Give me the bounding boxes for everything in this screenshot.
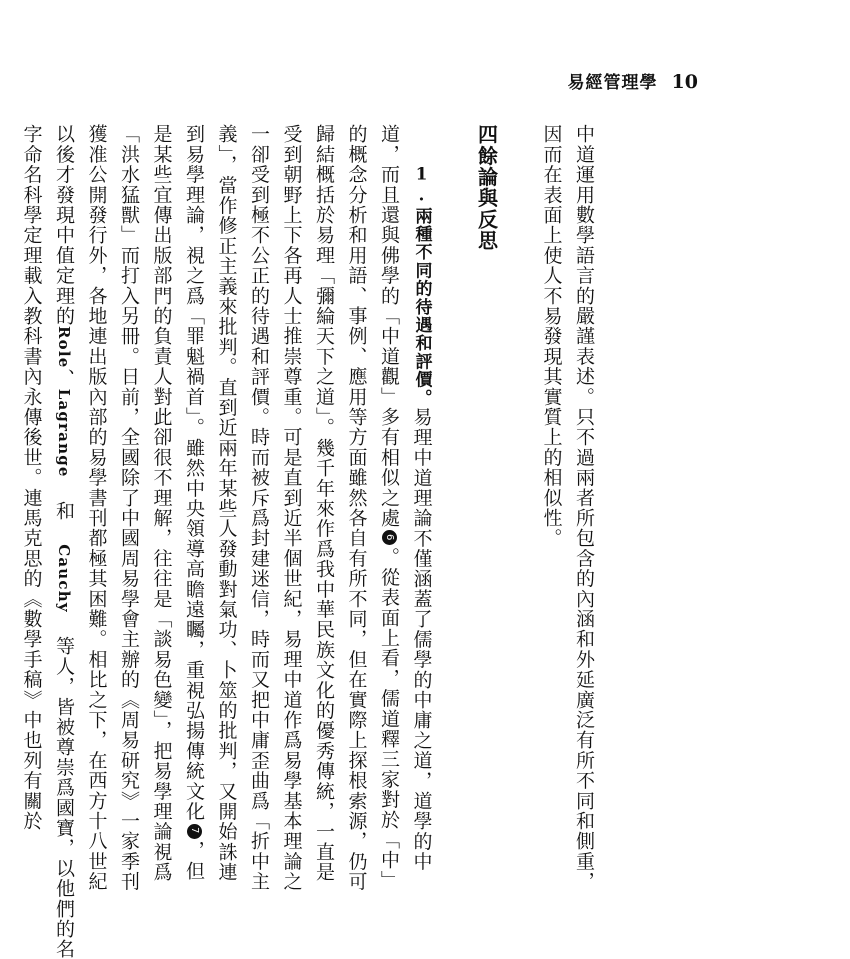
text-column: 的概念分析和用語、事例、應用等方面雖然各自有所不同，但在實際上探根索源，仍可 [345,124,368,892]
book-title: 易經管理學 [567,73,658,93]
text-column [48,124,81,959]
vertical-body-text [15,124,600,959]
text-column: 中道運用數學語言的嚴謹表述。只不過兩者所包含的內涵和外延廣泛有所不同和側重， [573,124,595,892]
text-run: 到易學理論，視之爲「罪魁禍首」。雖然中央領導高瞻遠矚，重視弘揚傳統文化 [183,124,205,822]
text-run: 以後才發現中值定理的 [53,124,75,326]
text-run: 和 [53,477,75,545]
text-column [405,124,438,872]
text-run: 易理中道理論不僅涵蓋了儒學的中庸之道，道學的中 [410,407,433,872]
footnote-marker: 7 [187,824,202,839]
latin-name: Cauchy [55,544,73,613]
text-column: 是某些宜傳出版部門的負責人對此卻很不理解，往往是「談易色變」，把易學理論視爲 [150,124,173,883]
text-column [373,124,406,891]
footnote-marker: 6 [382,530,397,545]
text-run: ，但 [183,840,205,881]
text-column: 受到朝野上下各再人士推崇尊重。可是直到近半個世紀，易理中道作爲易學基本理論之 [280,124,303,892]
text-column: 「洪水猛獸」而打入另冊。日前，全國除了中國周易學會主辦的《周易研究》一家季刊 [118,124,140,892]
text-column: 一卻受到極不公正的待遇和評價。時而被斥爲封建迷信，時而又把中庸歪曲爲「折中主 [248,124,270,892]
blank-column [503,124,536,784]
text-column: 字命名科學定理載入教科書內永傳後世。連馬克思的《數學手稿》中也列有關於 [20,124,43,831]
subsection-heading: 1.兩種不同的待遇和評價。 [411,164,432,408]
latin-name: Role [55,326,73,369]
text-run: 、 [53,368,75,389]
text-run: 。從表面上看，儒道釋三家對於「中」 [378,547,400,891]
text-column: 義」，當作修正主義來批判。直到近兩年某些人發動對氣功、卜筮的批判，又開始誅連 [215,124,238,883]
blank-column [438,124,471,784]
text-column: 因而在表面上使人不易發現其實質上的相似性。 [540,124,563,549]
text-run: 道，而且還與佛學的「中道觀」多有相似之處 [378,124,400,528]
page-number: 10 [671,71,698,93]
text-run: 等人，皆被尊崇爲國寶，以他們的名 [53,612,75,959]
section-heading: 四餘論與反思 [474,124,499,252]
text-column: 歸結概括於易理「彌綸天下之道」。幾千年來作爲我中華民族文化的優秀傳統，一直是 [313,124,335,883]
text-column: 獲准公開發行外，各地連出版內部的易學書刊都極其困難。相比之下，在西方十八世紀 [85,124,108,892]
running-header [568,68,698,93]
latin-name: Lagrange [55,388,73,478]
text-column [178,124,211,881]
